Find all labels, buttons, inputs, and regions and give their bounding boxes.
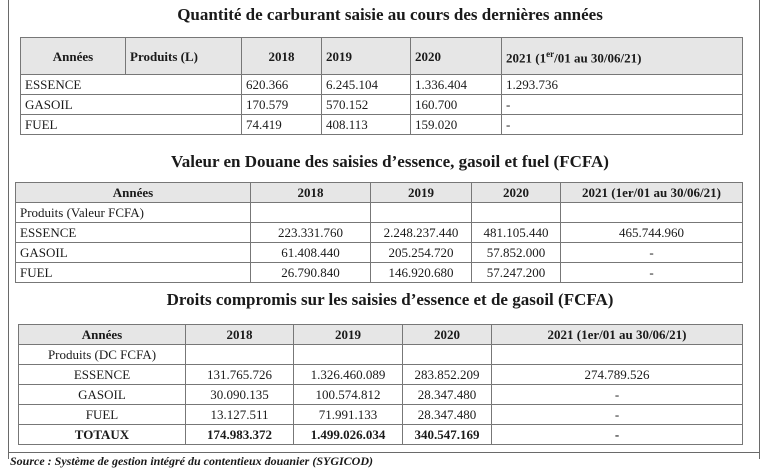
- row-label: FUEL: [19, 405, 186, 425]
- cell: 465.744.960: [561, 223, 743, 243]
- cell: 205.254.720: [371, 243, 472, 263]
- cell: -: [492, 425, 743, 445]
- cell: 6.245.104: [322, 75, 411, 95]
- customs-value-table: [15, 182, 743, 283]
- cell: 1.336.404: [411, 75, 502, 95]
- cell: 1.293.736: [502, 75, 743, 95]
- table-header-row: [21, 38, 743, 75]
- row-label: TOTAUX: [19, 425, 186, 445]
- table-row: [16, 243, 743, 263]
- fuel-quantity-table: [20, 37, 743, 135]
- cell: 131.765.726: [186, 365, 294, 385]
- table3-title: Droits compromis sur les saisies d’essence et de gasoil (FCFA): [166, 290, 614, 309]
- row-label: ESSENCE: [21, 75, 242, 95]
- subheader-produits: Produits (DC FCFA): [19, 345, 186, 365]
- row-label: GASOIL: [21, 95, 242, 115]
- cell: 283.852.209: [403, 365, 492, 385]
- cell: 159.020: [411, 115, 502, 135]
- cell: 340.547.169: [403, 425, 492, 445]
- cell: 174.983.372: [186, 425, 294, 445]
- row-label: ESSENCE: [16, 223, 251, 243]
- cell: 1.499.026.034: [294, 425, 403, 445]
- row-label: GASOIL: [19, 385, 186, 405]
- cell: 28.347.480: [403, 385, 492, 405]
- row-label: ESSENCE: [19, 365, 186, 385]
- cell: 30.090.135: [186, 385, 294, 405]
- cell: 100.574.812: [294, 385, 403, 405]
- cell: -: [492, 405, 743, 425]
- row-label: FUEL: [21, 115, 242, 135]
- header-2020: 2020: [403, 325, 492, 345]
- cell: -: [502, 95, 743, 115]
- table-header-row: [19, 325, 743, 345]
- table-subheader-row: [16, 203, 743, 223]
- cell: 57.247.200: [472, 263, 561, 283]
- cell: 223.331.760: [251, 223, 371, 243]
- cell: 74.419: [242, 115, 322, 135]
- header-annees: Années: [21, 38, 126, 75]
- table-subheader-row: [19, 345, 743, 365]
- header-2018: 2018: [242, 38, 322, 75]
- cell: -: [492, 385, 743, 405]
- ordinal-superscript: er: [546, 48, 555, 59]
- cell: 481.105.440: [472, 223, 561, 243]
- cell: 61.408.440: [251, 243, 371, 263]
- duties-table: [18, 324, 743, 445]
- header-annees: Années: [16, 183, 251, 203]
- table-row: [21, 95, 743, 115]
- table-row: [19, 365, 743, 385]
- header-2019: 2019: [322, 38, 411, 75]
- cell: 71.991.133: [294, 405, 403, 425]
- cell: -: [561, 263, 743, 283]
- cell: 26.790.840: [251, 263, 371, 283]
- table-header-row: [16, 183, 743, 203]
- cell: 146.920.680: [371, 263, 472, 283]
- cell: 620.366: [242, 75, 322, 95]
- table-row: [19, 385, 743, 405]
- cell: 408.113: [322, 115, 411, 135]
- header-2018: 2018: [186, 325, 294, 345]
- source-note: Source : Système de gestion intégré du contentieux douanier (SYGICOD): [10, 454, 374, 468]
- source-divider: [8, 452, 760, 453]
- totals-row: [19, 425, 743, 445]
- cell: 2.248.237.440: [371, 223, 472, 243]
- table2-title: Valeur en Douane des saisies d’essence, gasoil et fuel (FCFA): [171, 152, 609, 171]
- cell: 170.579: [242, 95, 322, 115]
- table-row: [21, 75, 743, 95]
- table-row: [16, 263, 743, 283]
- cell: -: [502, 115, 743, 135]
- cell: 1.326.460.089: [294, 365, 403, 385]
- header-produits: Produits (L): [126, 38, 242, 75]
- cell: 274.789.526: [492, 365, 743, 385]
- header-2019: 2019: [371, 183, 472, 203]
- header-2021: 2021 (1er/01 au 30/06/21): [492, 325, 743, 345]
- table-row: [19, 405, 743, 425]
- header-2020: 2020: [472, 183, 561, 203]
- cell: 570.152: [322, 95, 411, 115]
- header-2021: 2021 (1er/01 au 30/06/21): [502, 38, 743, 75]
- cell: 57.852.000: [472, 243, 561, 263]
- row-label: GASOIL: [16, 243, 251, 263]
- header-2019: 2019: [294, 325, 403, 345]
- cell: 160.700: [411, 95, 502, 115]
- header-2018: 2018: [251, 183, 371, 203]
- cell: 13.127.511: [186, 405, 294, 425]
- header-annees: Années: [19, 325, 186, 345]
- table1-title: Quantité de carburant saisie au cours des dernières années: [177, 5, 603, 24]
- header-2021: 2021 (1er/01 au 30/06/21): [561, 183, 743, 203]
- row-label: FUEL: [16, 263, 251, 283]
- header-2020: 2020: [411, 38, 502, 75]
- cell: 28.347.480: [403, 405, 492, 425]
- cell: -: [561, 243, 743, 263]
- table-row: [21, 115, 743, 135]
- table-row: [16, 223, 743, 243]
- subheader-produits: Produits (Valeur FCFA): [16, 203, 251, 223]
